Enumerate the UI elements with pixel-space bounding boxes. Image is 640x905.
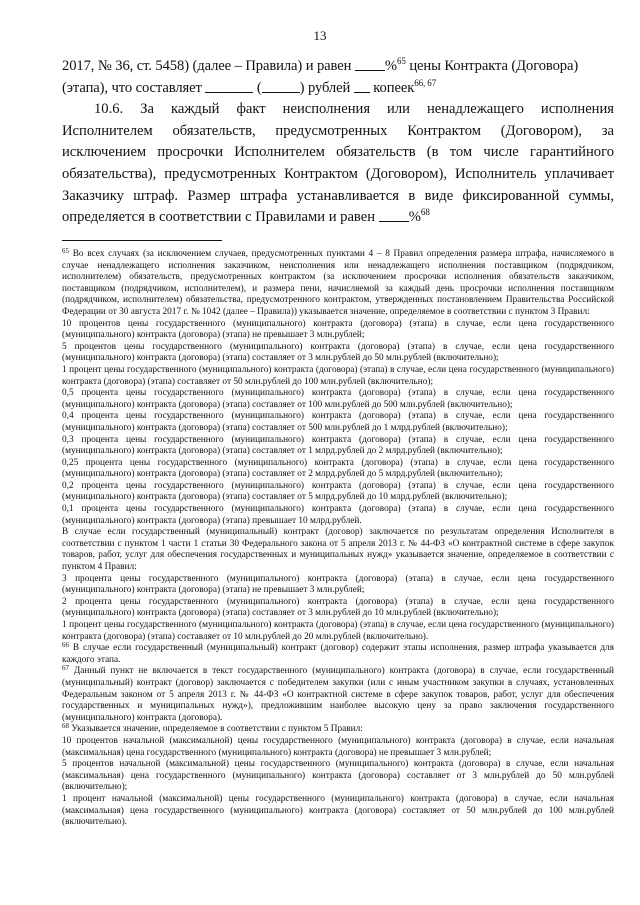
footnote-text: 3 процента цены государственного (муниципального) контракта (договора) (этапа) в случае, если цена государственного (муниципального) контракта (договора) (этапа) не превышает 3 млн.рублей; [62, 573, 614, 596]
footnote-ref-68: 68 [420, 207, 430, 218]
blank-field [262, 80, 300, 93]
footnote-text: 1 процент цены государственного (муниципального) контракта (договора) (этапа) в случае, если цена государственного (муниципального) контракта (договора) (этапа) составляет от 10 млн.рублей до 20 млн.рублей (включительно). [62, 620, 614, 642]
text-segment: цены Контракта (Договора) [405, 58, 579, 74]
footnote-text: 0,25 процента цены государственного (муниципального) контракта (договора) (этапа) в случае, если цена государственного (муниципального) контракта (договора) (этапа) составляет от 2 млрд.рублей до 5 млрд.рублей (включительно); [62, 457, 614, 480]
footnote-text: 10 процентов начальной (максимальной) цены государственного (муниципального) контракта (договора) в случае, если начальная (максимальная) цена государственного (муниципального) контракта (договора) не превышает 3 млн.рублей; [62, 735, 614, 758]
footnote-text: 5 процентов цены государственного (муниципального) контракта (договора) (этапа) в случае, если цена государственного (муниципального) контракта (договора) (этапа) составляет от 3 млн.рублей до 50 млн.рублей (включительно); [62, 341, 614, 364]
blank-field [355, 58, 385, 71]
paragraph-continuation [62, 56, 614, 99]
footnote-text: 10 процентов цены государственного (муниципального) контракта (договора) (этапа) в случае, если цена государственного (муниципального) контракта (договора) (этапа) не превышает 3 млн.рублей; [62, 318, 614, 341]
footnote-item [62, 794, 614, 829]
footnote-text: 2 процента цены государственного (муниципального) контракта (договора) (этапа) в случае, если цена государственного (муниципального) контракта (договора) (этапа) составляет от 3 млн.рублей до 10 млн.рублей (включительно); [62, 596, 614, 619]
text-segment: ( [253, 79, 262, 96]
footnote-mark: 68 [62, 722, 69, 731]
blank-field [379, 209, 409, 222]
footnote-66 [62, 643, 614, 666]
footnote-item [62, 481, 614, 504]
footnote-text: 0,3 процента цены государственного (муниципального) контракта (договора) (этапа) в случае, если цена государственного (муниципального) контракта (договора) (этапа) составляет от 1 млрд.рублей до 2 млрд.рублей (включительно); [62, 434, 614, 457]
footnote-text: 0,4 процента цены государственного (муниципального) контракта (договора) (этапа) в случае, если цена государственного (муниципального) контракта (договора) (этапа) составляет от 500 млн.рублей до 1 млрд.рублей (включительно); [62, 411, 614, 433]
text-segment: (этапа), что составляет [62, 79, 206, 96]
footnote-item [62, 597, 614, 620]
footnote-65 [62, 249, 614, 319]
footnote-item [62, 458, 614, 481]
main-text [62, 56, 614, 229]
text-segment: ) рублей [299, 79, 354, 96]
footnote-text: Указывается значение, определяемое в соответствии с пунктом 5 Правил: [69, 724, 363, 735]
footnote-text: В случае если государственный (муниципальный) контракт (договор) заключается по результатам определения Исполнителя в соответствии с пунктом 1 части 1 статьи 30 Федерального закона от 5 апреля 2013 г. № 44-ФЗ «О контрактной системе в сфере закупок товаров, работ, услуг для обеспечения государственных и муниципальных нужд» указывается значение, определяемое в соответствии с пунктом 4 Правил: [62, 527, 614, 573]
footnote-ref-66-67: 66, 67 [414, 77, 437, 88]
percent-sign: % [384, 58, 397, 74]
percent-sign: % [408, 209, 421, 226]
footnote-item [62, 411, 614, 434]
footnote-text: 1 процент начальной (максимальной) цены государственного (муниципального) контракта (договора) в случае, если начальная (максимальная) цена государственного (муниципального) контракта (договора) составляет от 50 млн.рублей до 100 млн.рублей (включительно). [62, 793, 614, 828]
footnote-text: В случае если государственный (муниципальный) контракт (договор) содержит этапы исполнения, размер штрафа указывается для каждого этапа. [62, 643, 614, 665]
text-segment: копеек [369, 79, 415, 96]
footnote-item [62, 574, 614, 597]
paragraph-10-6 [62, 99, 614, 229]
footnote-separator [62, 240, 222, 241]
footnotes [62, 249, 614, 829]
blank-field [354, 80, 370, 93]
footnote-item [62, 620, 614, 643]
footnote-text: Во всех случаях (за исключением случаев, предусмотренных пунктами 4 – 8 Правил определения размера штрафа, начисляемого в случае ненадлежащего исполнения заказчиком, неисполнения или ненадлежащего исполнения поставщиком (подрядчиком, исполнителем) обязательств, предусмотренных контрактом (за исключением просрочки исполнения обязательств заказчиком, поставщиком (подрядчиком, исполнителем), и размера пени, начисляемой за каждый день просрочки исполнения поставщиком (подрядчиком, исполнителем) обязательства, предусмотренного контрактом, утвержденных постановлением Правительства Российской Федерации от 30 августа 2017 г. № 1042 (далее – Правила)) указывается значение, определяемое в соответствии с пунктом 3 Правил: [62, 249, 614, 317]
text-segment: 10.6. За каждый факт неисполнения или ненадлежащего исполнения Исполнителем обязательств, предусмотренных Контрактом (Договором), за исключением просрочки Исполнителем обязательств (в том числе гарантийного обязательства), предусмотренных Контрактом (Договором), Исполнитель уплачивает Заказчику штраф. Размер штрафа устанавливается в виде фиксированной суммы, определяется в соответствии с Правилами и равен [62, 101, 614, 226]
footnote-item [62, 342, 614, 365]
blank-field [205, 80, 253, 93]
footnote-text: 0,5 процента цены государственного (муниципального) контракта (договора) (этапа) в случае, если цена государственного (муниципального) контракта (договора) (этапа) составляет от 100 млн.рублей до 500 млн.рублей (включительно); [62, 388, 614, 410]
footnote-mark: 66 [62, 641, 69, 650]
footnote-ref-65: 65 [396, 56, 406, 66]
page-number: 13 [313, 28, 327, 43]
footnote-item [62, 736, 614, 759]
footnote-mark: 67 [62, 664, 69, 673]
footnote-item [62, 365, 614, 388]
footnote-item [62, 759, 614, 794]
footnote-text: 5 процентов начальной (максимальной) цены государственного (муниципального) контракта (договора) в случае, если начальная (максимальная) цена государственного (муниципального) контракта (договора) составляет от 3 млн.рублей до 50 млн.рублей (включительно); [62, 759, 614, 793]
footnote-68 [62, 724, 614, 736]
footnote-67 [62, 666, 614, 724]
footnote-item [62, 319, 614, 342]
footnote-text: Данный пункт не включается в текст государственного (муниципального) контракта (договора) в случае, если государственный (муниципальный) контракт (договор) заключается с победителем закупки (или с иным участником закупки в случаях, установленных Федеральным законом от 5 апреля 2013 г. № 44-ФЗ «О контрактной системе в сфере закупок товаров, работ, услуг для обеспечения государственных и муниципальных нужд»), предложившим наиболее высокую цену за право заключения государственного (муниципального) контракта (договора). [62, 666, 614, 723]
footnote-item [62, 435, 614, 458]
footnote-text: 0,2 процента цены государственного (муниципального) контракта (договора) (этапа) в случае, если цена государственного (муниципального) контракта (договора) (этапа) составляет от 5 млрд.рублей до 10 млрд.рублей (включительно); [62, 480, 614, 503]
footnote-text: 1 процент цены государственного (муниципального) контракта (договора) (этапа) в случае, если цена государственного (муниципального) контракта (договора) (этапа) составляет от 50 млн.рублей до 100 млн.рублей (включительно); [62, 364, 614, 387]
text-segment: 2017, № 36, ст. 5458) (далее – Правила) и равен [62, 58, 355, 74]
footnote-item [62, 388, 614, 411]
footnote-text: 0,1 процента цены государственного (муниципального) контракта (договора) (этапа) в случае, если цена государственного (муниципального) контракта (договора) (этапа) превышает 10 млрд.рублей. [62, 504, 614, 526]
footnote-mark: 65 [62, 247, 69, 255]
footnote-item [62, 504, 614, 527]
footnote-item [62, 527, 614, 573]
